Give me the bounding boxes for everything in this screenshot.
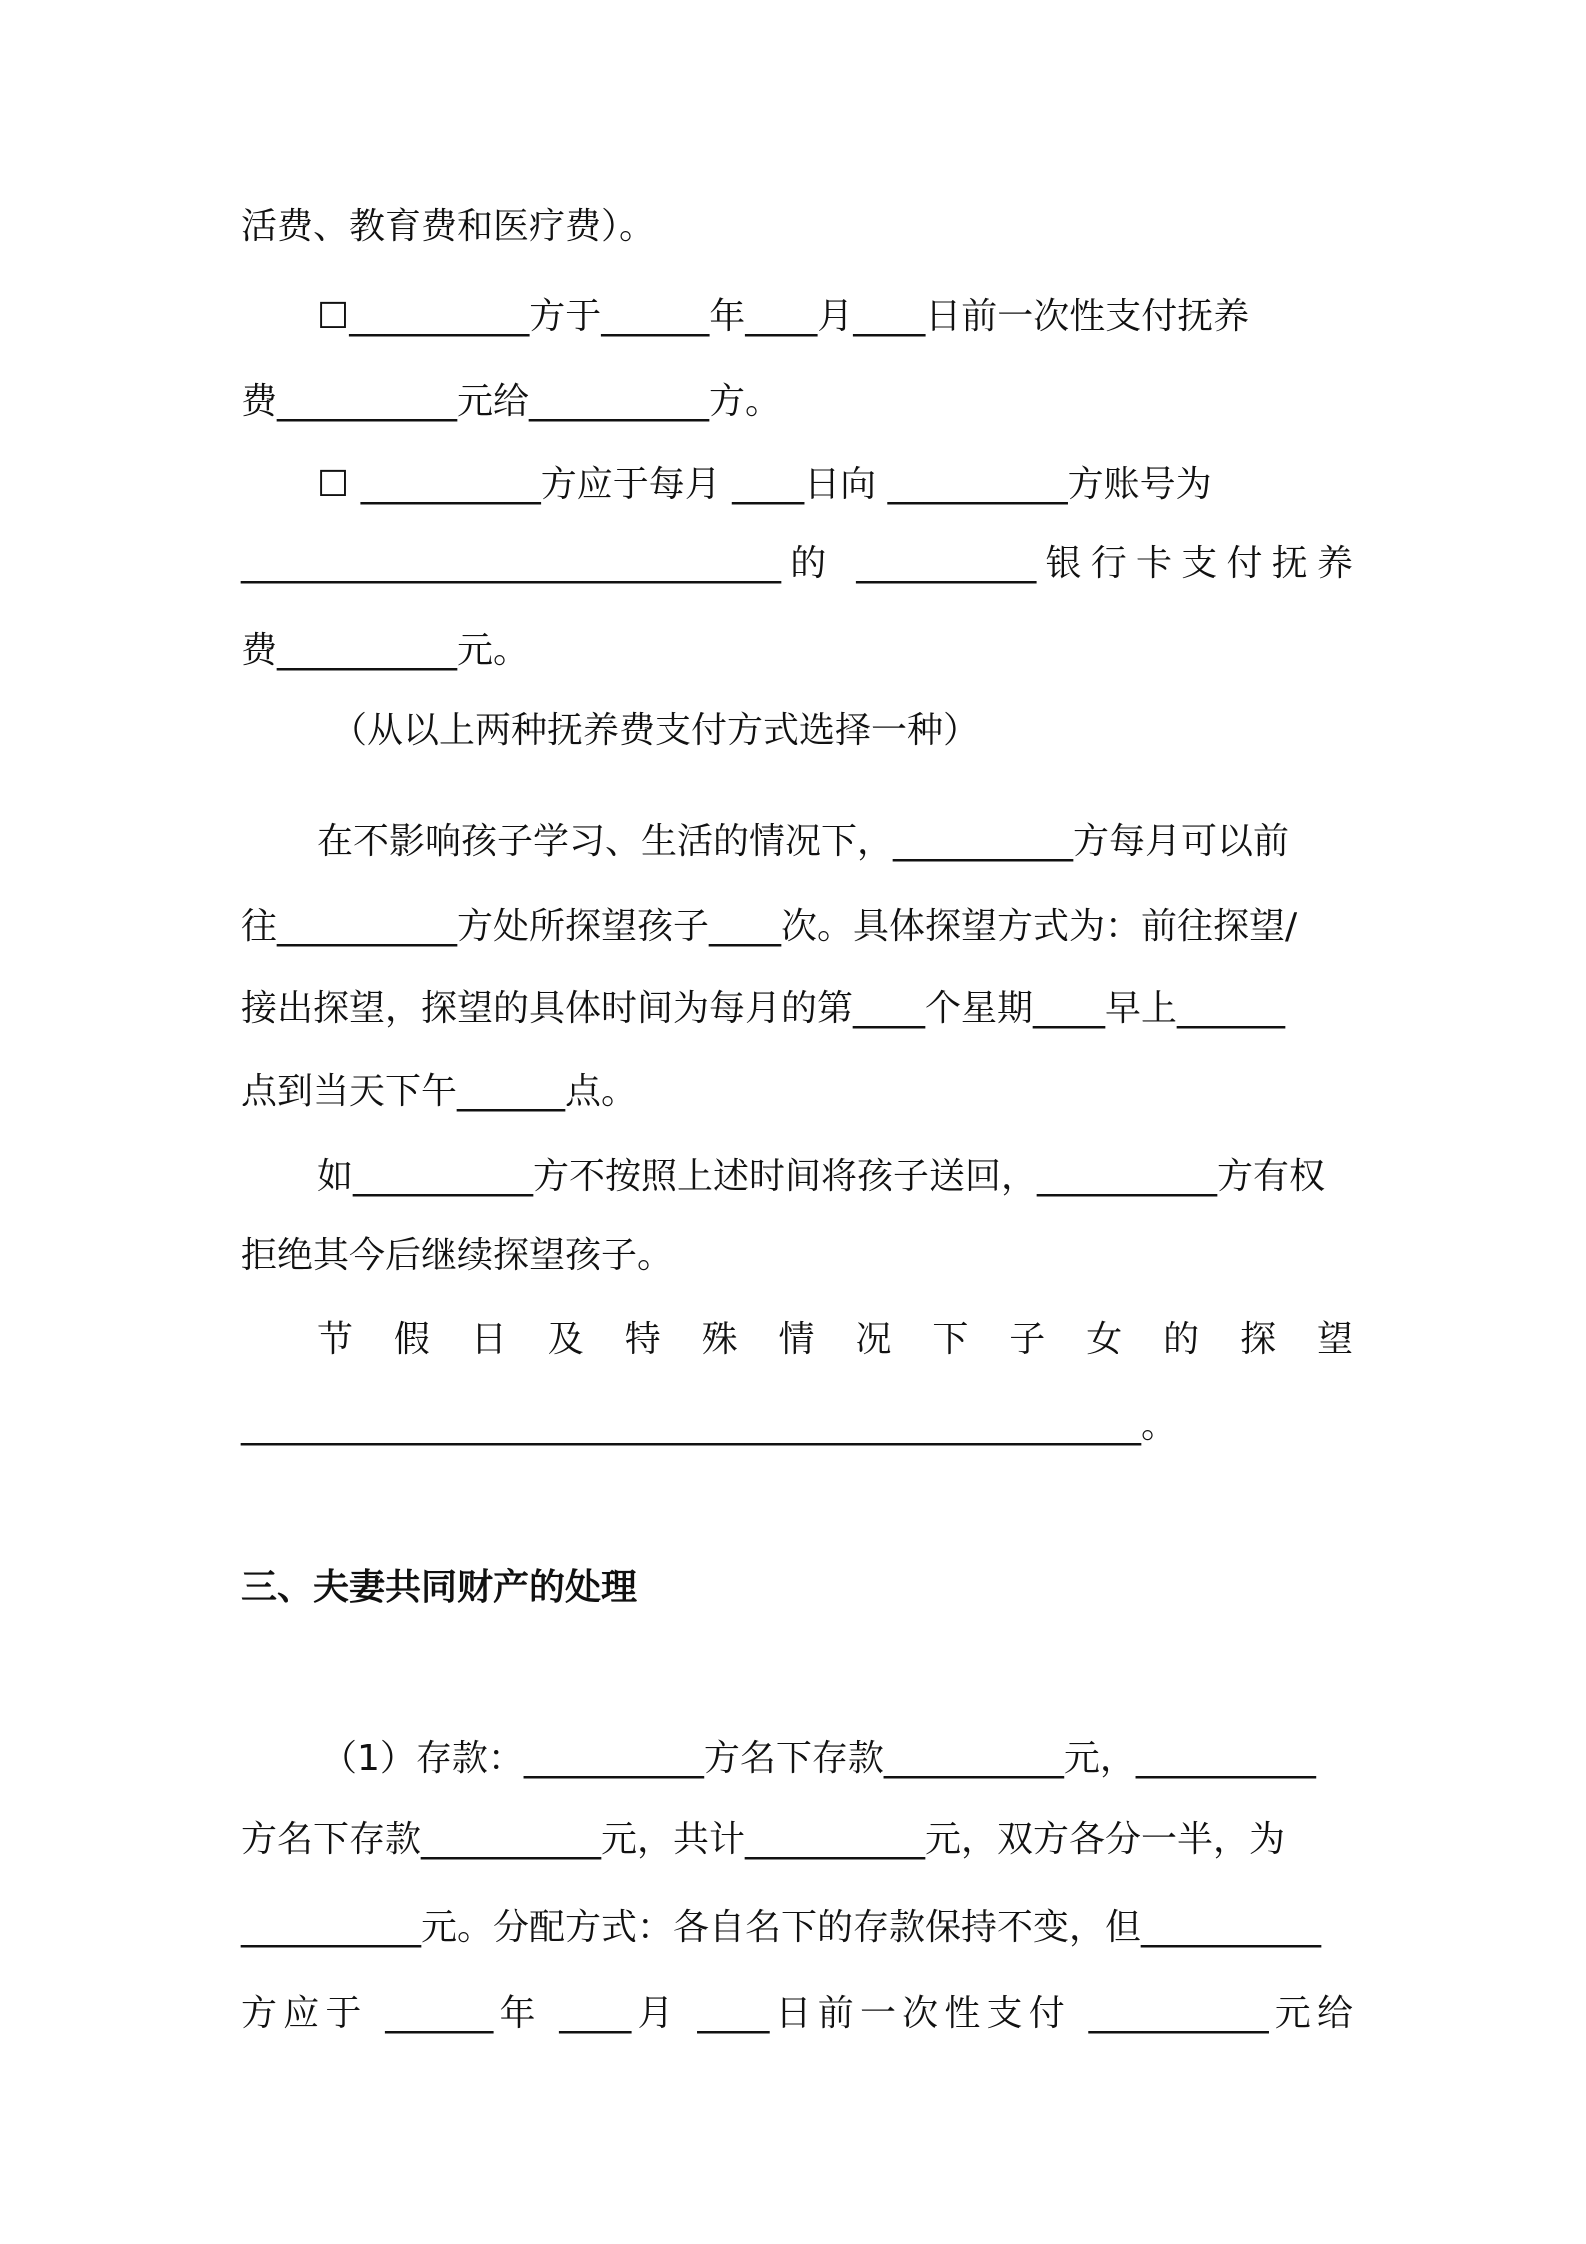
text-line-1: 活费、教育费和医疗费）。 <box>241 206 656 247</box>
text-line-5: ______________________________的 __________银行卡支付抚养 <box>241 543 1353 584</box>
text-line-8: 在不影响孩子学习、生活的情况下，__________方每月可以前 <box>317 821 1290 862</box>
text-line-6: 费__________元。 <box>241 630 530 671</box>
section-heading: 三、夫妻共同财产的处理 <box>241 1567 638 1608</box>
text-line-16: （1）存款：__________方名下存款__________元，__________ <box>321 1738 1316 1779</box>
text-line-2: ☐__________方于______年____月____日前一次性支付抚养 <box>317 296 1250 337</box>
text-line-15: __________________________________________________。 <box>241 1405 1177 1446</box>
text-line-18: __________元。分配方式：各自名下的存款保持不变，但__________ <box>241 1907 1322 1948</box>
text-line-13: 拒绝其今后继续探望孩子。 <box>241 1235 674 1276</box>
text-line-9: 往__________方处所探望孩子____次。具体探望方式为：前往探望/ <box>241 906 1298 947</box>
text-line-11: 点到当天下午______点。 <box>241 1071 638 1112</box>
text-line-10: 接出探望，探望的具体时间为每月的第____个星期____早上______ <box>241 988 1286 1029</box>
text-line-12: 如__________方不按照上述时间将孩子送回，__________方有权 <box>317 1156 1326 1197</box>
text-line-4: ☐ __________方应于每月 ____日向 __________方账号为 <box>317 464 1212 505</box>
text-line-14: 节假日及特殊情况下子女的探望 <box>317 1319 1353 1360</box>
text-line-7: （从以上两种抚养费支付方式选择一种） <box>331 710 980 751</box>
text-line-19: 方应于 ______年 ____月 ____日前一次性支付 __________元给 <box>241 1993 1353 2034</box>
text-line-17: 方名下存款__________元，共计__________元，双方各分一半，为 <box>241 1819 1286 1860</box>
text-line-3: 费__________元给__________方。 <box>241 381 782 422</box>
